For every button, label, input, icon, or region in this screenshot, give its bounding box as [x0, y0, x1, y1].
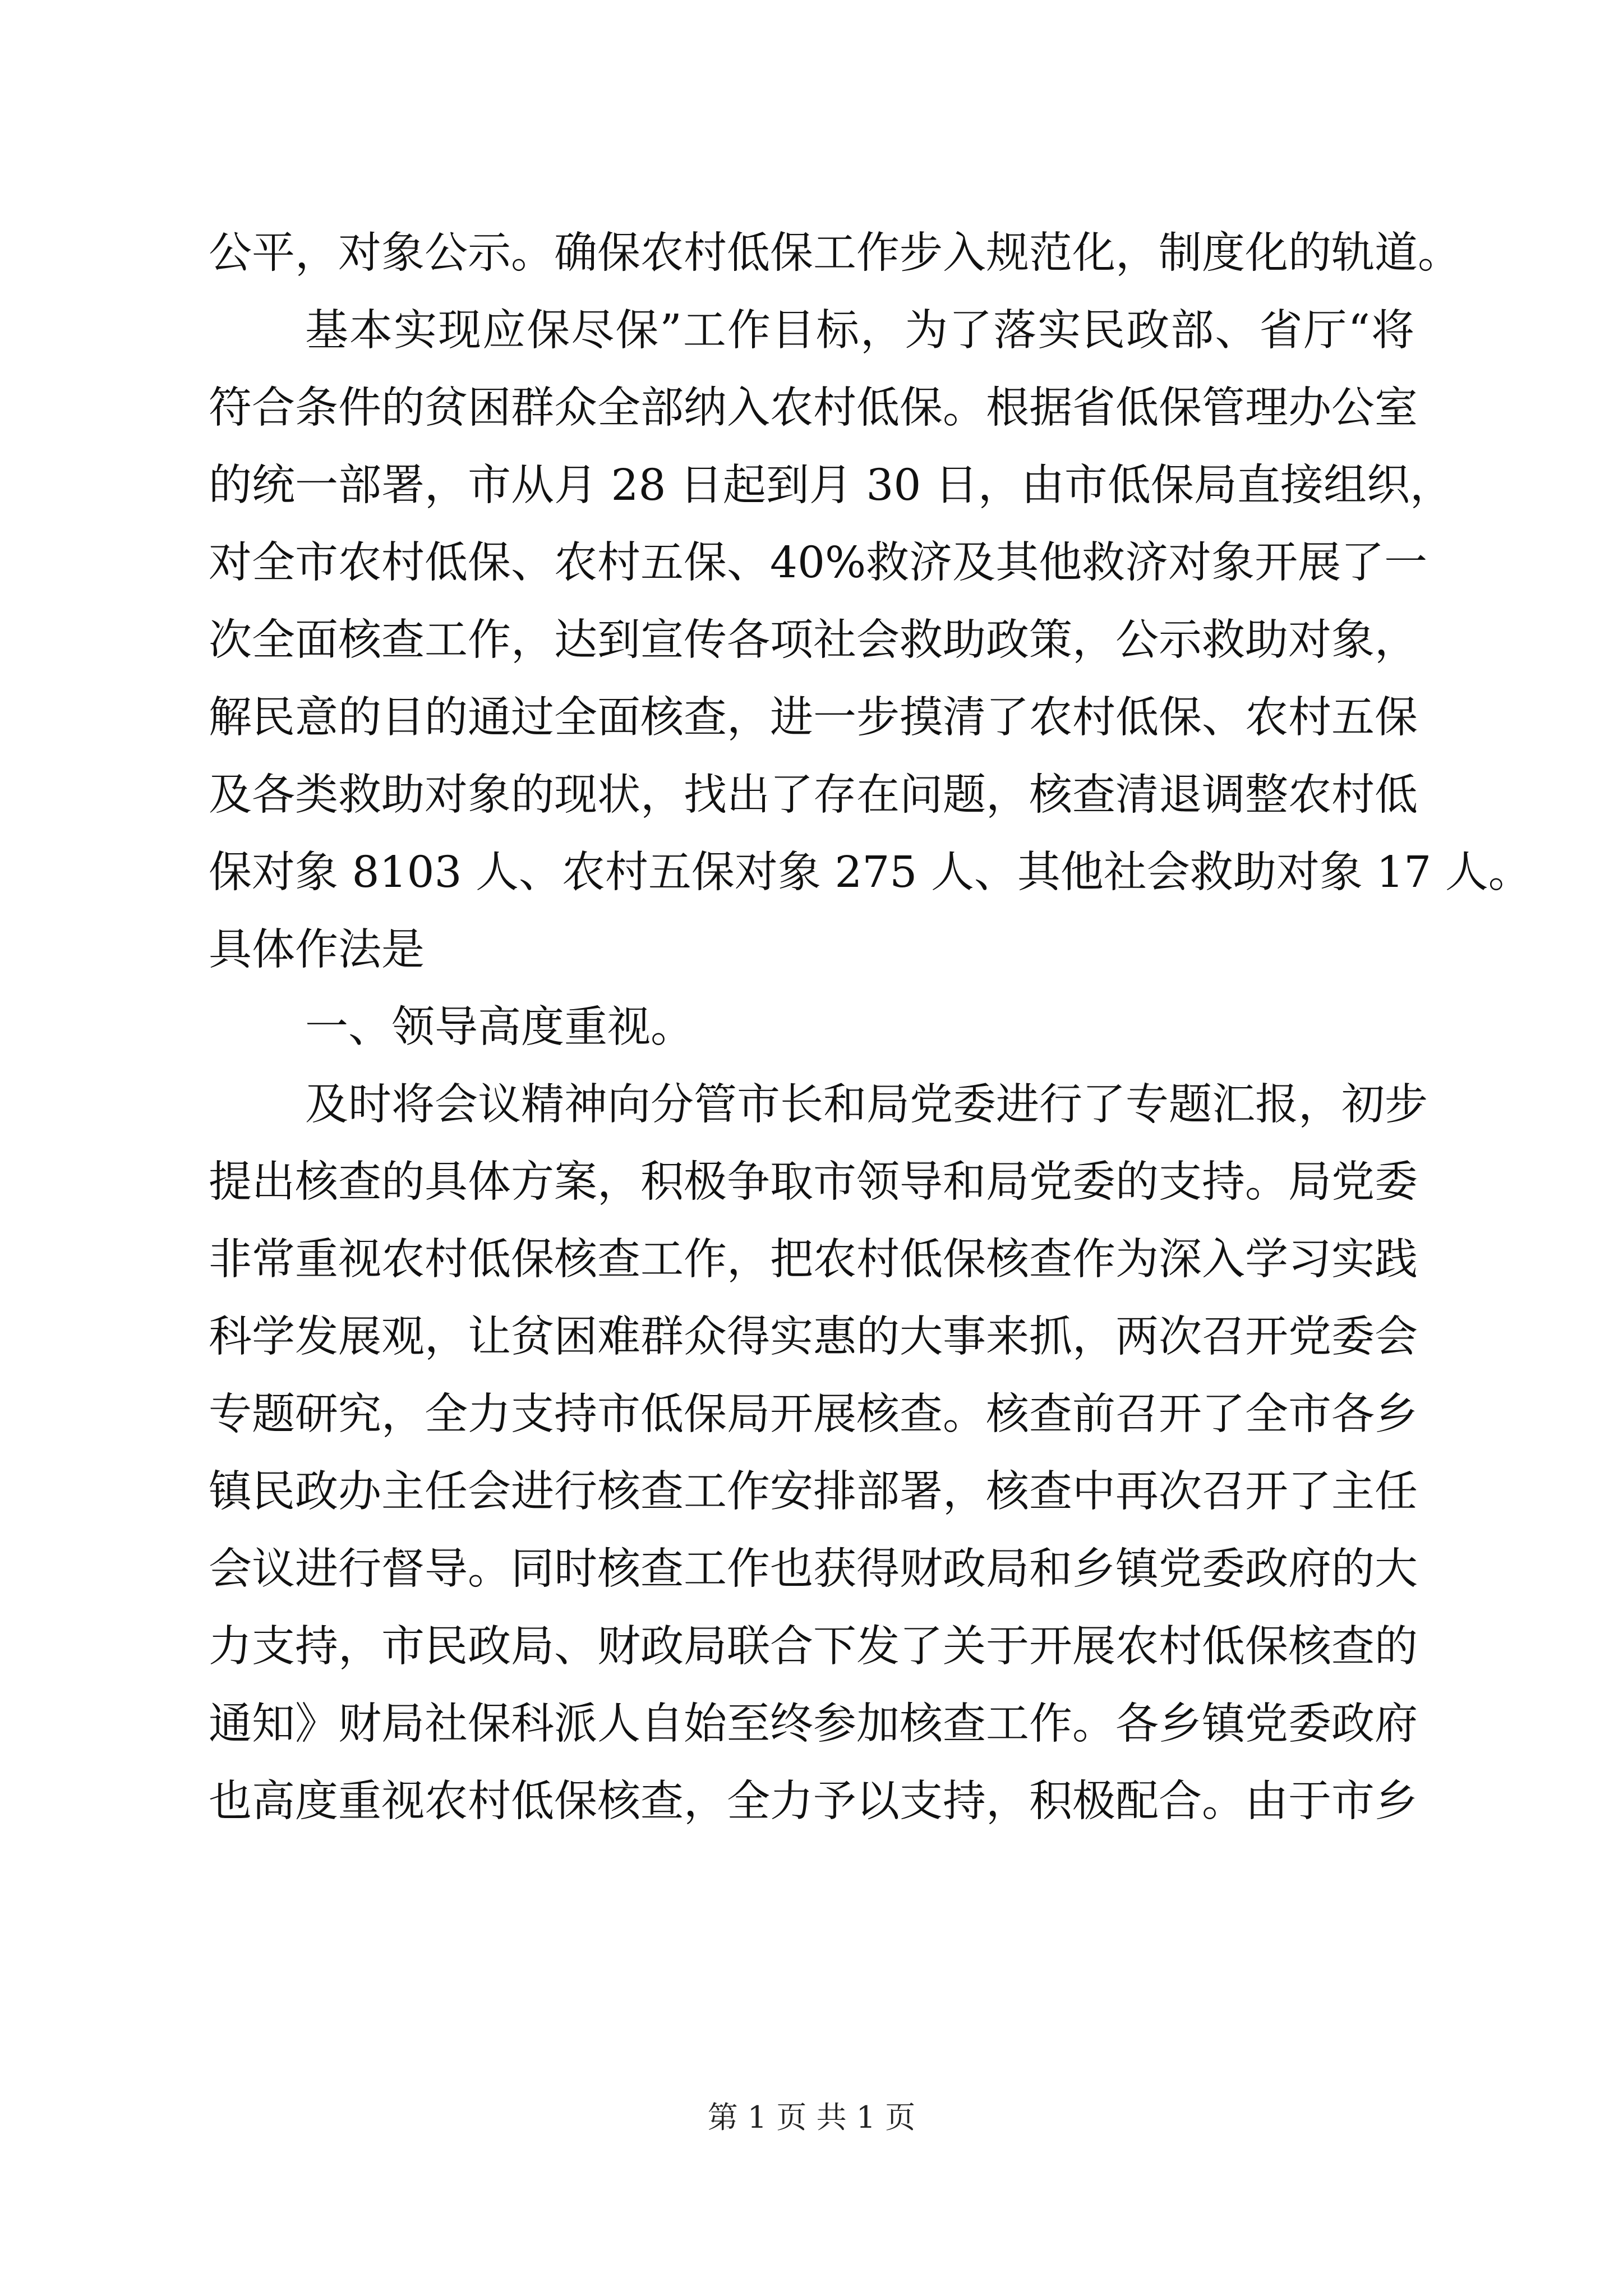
text-line: 非常重视农村低保核查工作，把农村低保核查作为深入学习实践: [209, 1235, 1418, 1285]
text-line: 镇民政办主任会进行核查工作安排部署，核查中再次召开了主任: [209, 1467, 1418, 1517]
paragraph-first-line: 基本实现应保尽保”工作目标，为了落实民政部、省厅“将: [305, 306, 1414, 356]
text-line: 通知》财局社保科派人自始至终参加核查工作。各乡镇党委政府: [209, 1699, 1418, 1749]
text-line: 的统一部署，市从月 28 日起到月 30 日，由市低保局直接组织，: [209, 461, 1453, 510]
section-heading: 一、领导高度重视。: [305, 1002, 694, 1052]
text-line: 及各类救助对象的现状，找出了存在问题，核查清退调整农村低: [209, 770, 1418, 820]
paragraph-first-line: 及时将会议精神向分管市长和局党委进行了专题汇报，初步: [305, 1080, 1428, 1130]
text-line: 公平，对象公示。确保农村低保工作步入规范化，制度化的轨道。: [209, 228, 1461, 278]
text-line: 力支持，市民政局、财政局联合下发了关于开展农村低保核查的: [209, 1622, 1418, 1672]
document-body: [209, 215, 1532, 1841]
text-line: 对全市农村低保、农村五保、40%救济及其他救济对象开展了一: [209, 538, 1428, 588]
text-line: 符合条件的贫困群众全部纳入农村低保。根据省低保管理办公室: [209, 383, 1418, 433]
text-line: 保对象 8103 人、农村五保对象 275 人、其他社会救助对象 17 人。: [209, 848, 1532, 898]
text-line: 次全面核查工作，达到宣传各项社会救助政策，公示救助对象，: [209, 615, 1418, 665]
paragraph-last-line: 具体作法是: [209, 925, 425, 975]
text-line: 科学发展观，让贫困难群众得实惠的大事来抓，两次召开党委会: [209, 1312, 1418, 1362]
text-line: 也高度重视农村低保核查，全力予以支持，积极配合。由于市乡: [209, 1777, 1418, 1826]
text-line: 会议进行督导。同时核查工作也获得财政局和乡镇党委政府的大: [209, 1544, 1418, 1594]
text-line: 解民意的目的通过全面核查，进一步摸清了农村低保、农村五保: [209, 693, 1418, 743]
text-line: 专题研究，全力支持市低保局开展核查。核查前召开了全市各乡: [209, 1389, 1418, 1439]
text-line: 提出核查的具体方案，积极争取市领导和局党委的支持。局党委: [209, 1157, 1418, 1207]
page-number-footer: 第 1 页 共 1 页: [707, 2100, 916, 2135]
